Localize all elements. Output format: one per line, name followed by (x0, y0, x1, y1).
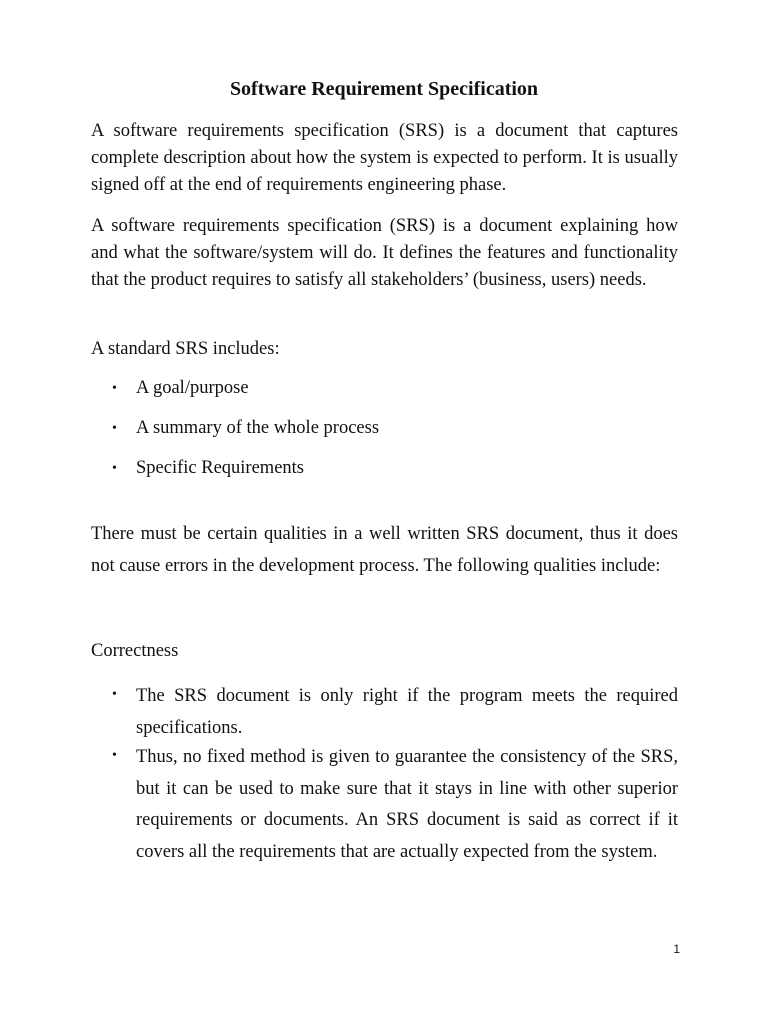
bullet-icon: • (112, 381, 117, 396)
bullet-icon: • (112, 421, 117, 436)
page-number: 1 (673, 942, 680, 956)
section-heading-correctness: Correctness (91, 641, 179, 661)
intro-paragraph-1: A software requirements specification (SRS) is a document that captures complete description about how the system is expected to perform. It is usually signed off at the end of requirements engineering phase. (91, 121, 678, 195)
intro-paragraph-2: A software requirements specification (SRS) is a document explaining how and what the software/system will do. It defines the features and functionality that the product requires to satisfy all stakeholders’ (business, users) needs. (91, 216, 678, 290)
list-item-text: Specific Requirements (136, 458, 304, 478)
list-item-text: A goal/purpose (136, 378, 249, 398)
bullet-icon: • (112, 687, 117, 702)
qualities-intro-paragraph: There must be certain qualities in a well written SRS document, thus it does not cause errors in the development process. The following qualities include: (91, 524, 678, 576)
bullet-icon: • (112, 461, 117, 476)
includes-heading: A standard SRS includes: (91, 339, 280, 359)
document-title: Software Requirement Specification (229, 78, 539, 100)
bullet-icon: • (112, 748, 117, 763)
list-item-text: Thus, no fixed method is given to guarantee the consistency of the SRS, but it can be used to make sure that it stays in line with other superior requirements or documents. An SRS document is said as correct if it covers all the requirements that are actually expected from the system. (136, 747, 678, 862)
list-item-text: A summary of the whole process (136, 418, 380, 438)
list-item-text: The SRS document is only right if the program meets the required specifications. (136, 686, 678, 738)
